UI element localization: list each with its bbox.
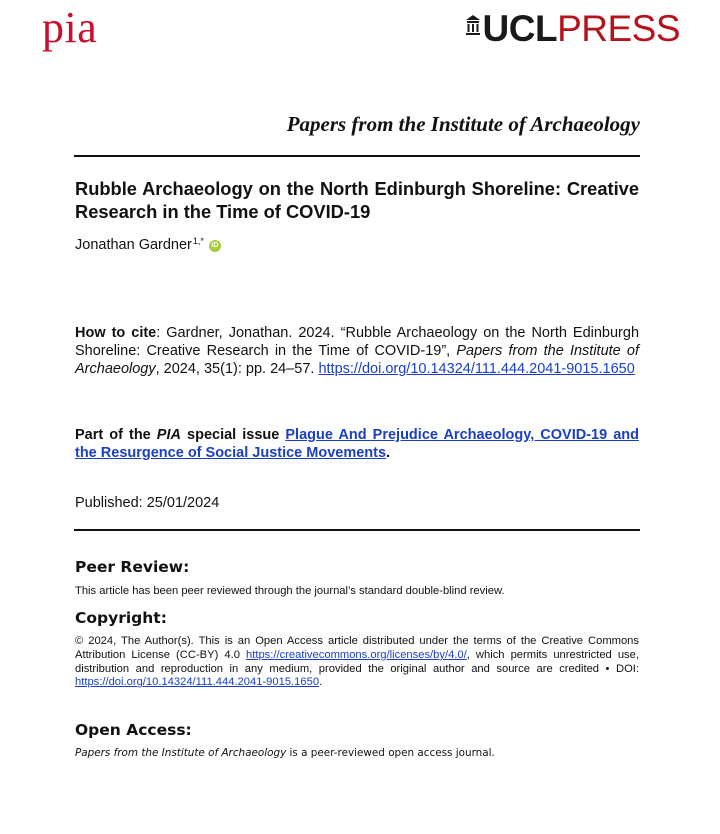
ucl-portico-icon (466, 15, 480, 35)
special-journal-abbr: PIA (156, 427, 181, 443)
cite-details: , 2024, 35(1): pp. 24–57. (155, 361, 319, 377)
peer-review-heading: Peer Review: (75, 558, 190, 576)
middle-divider (74, 529, 640, 531)
open-access-journal: Papers from the Institute of Archaeology (75, 747, 287, 759)
cite-journal: Papers from the Institute of Archaeology (75, 343, 639, 377)
special-prefix: Part of the (75, 427, 157, 443)
special-middle: special issue (180, 427, 286, 443)
author-name: Jonathan Gardner (75, 237, 192, 253)
copyright-doi-link[interactable]: https://doi.org/10.14324/111.444.2041-9015.1650 (75, 676, 320, 689)
copyright-text (75, 635, 639, 690)
pia-logo: pia (42, 3, 98, 52)
article-title: Rubble Archaeology on the North Edinburgh Shoreline: Creative Research in the Time of COVID-19 (75, 178, 639, 222)
license-link[interactable]: https://creativecommons.org/licenses/by/4.0/ (246, 648, 467, 661)
journal-title: Papers from the Institute of Archaeology (286, 112, 640, 136)
copyright-heading: Copyright: (75, 609, 167, 627)
cite-label: How to cite (75, 325, 157, 341)
copyright-text-1: © 2024, The Author(s). This is an Open Access article distributed under the terms of the Creative Commons Attribution License (CC-BY) 4.0 (75, 635, 639, 661)
cite-text: Gardner, Jonathan. 2024. “Rubble Archaeology on the North Edinburgh Shoreline: Creative Research in the Time of COVID-19”, (75, 325, 640, 359)
press-logo-text: PRESS (557, 8, 680, 49)
how-to-cite: How to cite: Gardner, Jonathan. 2024. “Rubble Archaeology on the North Edinburgh Shoreline: Creative Research in the Time of COVID-19”, Papers from the Institute of Archaeology, 2024, 35(1): pp. 24–57. https://doi.org/10.14324/111.444.2041-9015.1650 (75, 325, 640, 377)
open-access-heading: Open Access: (75, 721, 192, 739)
published-date: Published: 25/01/2024 (75, 495, 220, 511)
peer-review-text: This article has been peer reviewed through the journal’s standard double-blind review. (75, 585, 505, 597)
copyright-text-3: . (319, 676, 323, 689)
special-suffix: . (386, 445, 391, 461)
copyright-text-2: , which permits unrestricted use, distribution and reproduction in any medium, provided the original author and source are credited • DOI: (75, 648, 639, 675)
ucl-logo-text: UCL (482, 8, 558, 49)
open-access-text (75, 747, 639, 761)
special-issue-link[interactable]: Plague And Prejudice Archaeology, COVID-19 and the Resurgence of Social Justice Movements (75, 427, 639, 461)
author-line (75, 237, 221, 253)
cite-doi-link[interactable]: https://doi.org/10.14324/111.444.2041-9015.1650 (318, 361, 635, 377)
author-affiliation: 1,* (192, 236, 204, 246)
top-divider (74, 155, 640, 157)
open-access-body: is a peer-reviewed open access journal. (286, 747, 495, 759)
special-issue (75, 426, 639, 462)
ucl-press-logo (466, 10, 680, 47)
orcid-icon[interactable]: iD (209, 240, 221, 252)
